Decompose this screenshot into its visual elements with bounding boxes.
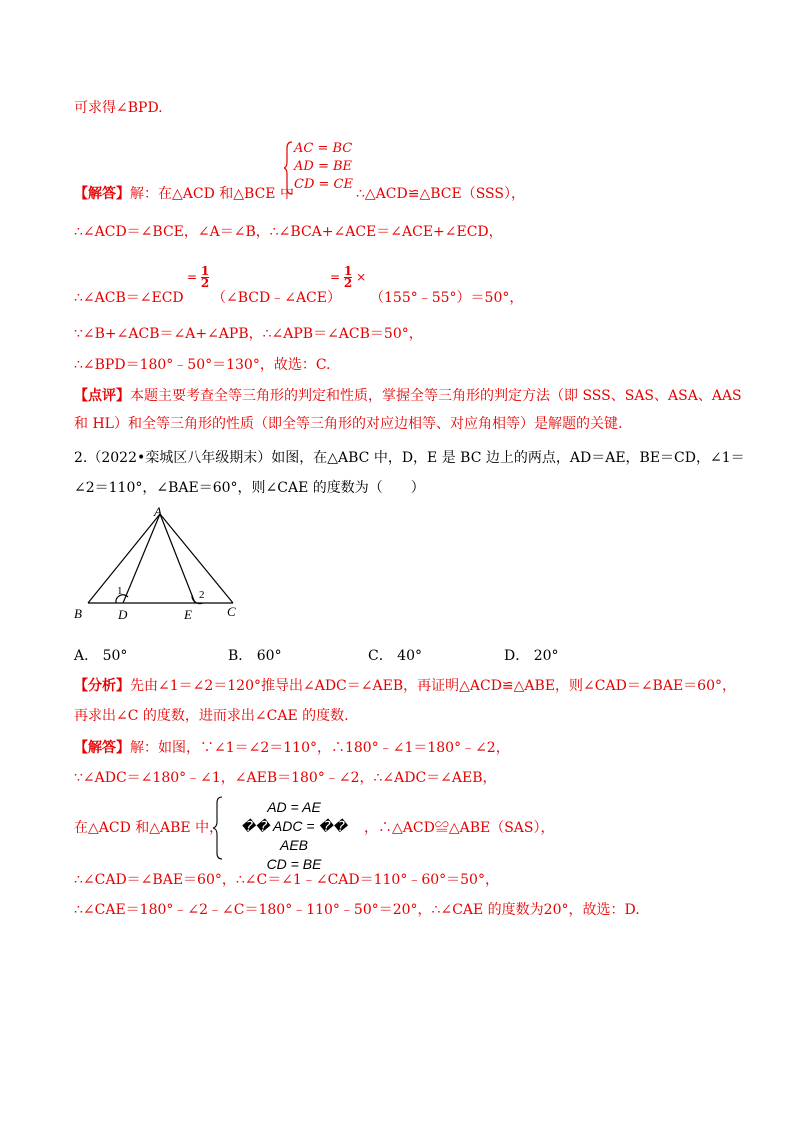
answer-1-line-3b: （∠BCD﹣∠ACE） <box>212 290 341 306</box>
option-b: B． 60° <box>228 648 282 664</box>
comment-line-2: 和 HL）和全等三角形的性质（即全等三角形的对应边相等、对应角相等）是解题的关键. <box>74 416 623 432</box>
label-angle-1: 1 <box>117 585 123 597</box>
comment-line-1 <box>74 386 742 406</box>
label-a: A <box>154 504 162 519</box>
system-1-eq-1: AC = BC <box>294 141 353 156</box>
answer-lead: 解：在△ACD 和△BCE 中 <box>130 186 294 202</box>
system-2-eq-1: AD = AE <box>267 799 321 815</box>
triangle-figure <box>70 502 250 624</box>
comment-label: 【点评】 <box>74 388 130 404</box>
option-a: A． 50° <box>74 648 128 664</box>
label-e: E <box>184 607 192 622</box>
label-angle-2: 2 <box>199 589 205 601</box>
segment-ae <box>160 514 195 603</box>
system-1-eq-2: AD = BE <box>294 159 353 174</box>
brace-icon <box>212 796 226 860</box>
answer-1-line <box>74 184 294 204</box>
side-ac <box>160 514 233 603</box>
equation-system-1 <box>284 140 364 196</box>
answer-1-line-2: ∴∠ACD＝∠BCE，∠A＝∠B，∴∠BCA+∠ACE＝∠ACE+∠ECD， <box>74 224 503 240</box>
analysis-label: 【分析】 <box>74 678 130 694</box>
solution-tail: ，∴△ACD≌△ABE（SAS）， <box>364 820 555 836</box>
solution-line-5: ∴∠CAE＝180°﹣∠2﹣∠C＝180°﹣110°﹣50°＝20°，∴∠CAE 的度数为20°，故选：D. <box>74 902 640 918</box>
side-ab <box>88 514 160 603</box>
fraction-2: = $\frac{1}{2}$ × <box>330 264 367 290</box>
label-b: B <box>74 606 82 621</box>
analysis-line-1 <box>74 676 736 696</box>
system-2-eq-2: �� ADC = �� AEB <box>240 818 348 853</box>
solution-line-1 <box>74 738 510 758</box>
label-c: C <box>227 604 236 619</box>
solution-line-2: ∵∠ADC＝∠180°﹣∠1，∠AEB＝180°﹣∠2，∴∠ADC＝∠AEB， <box>74 770 497 786</box>
fraction-1: = $\frac{1}{2}$ <box>187 264 210 290</box>
answer-label: 【解答】 <box>74 186 130 202</box>
analysis-text-1: 先由∠1＝∠2＝120°推导出∠ADC＝∠AEB，再证明△ACD≌△ABE，则∠CAD＝∠BAE＝60°， <box>130 678 736 694</box>
answer-1-line-5: ∴∠BPD＝180°﹣50°＝130°，故选：C. <box>74 357 331 373</box>
solution-lead: 在△ACD 和△ABE 中， <box>74 820 224 836</box>
system-2-eq-3: CD = BE <box>266 856 322 872</box>
solution-line-4: ∴∠CAD＝∠BAE＝60°，∴∠C＝∠1﹣∠CAD＝110°﹣60°＝50°， <box>74 872 499 888</box>
problem-text-2: ∠2＝110°，∠BAE＝60°，则∠CAE 的度数为（ ） <box>74 480 425 496</box>
answer-tail: ∴△ACD≌△BCE（SSS）， <box>356 186 525 202</box>
system-1-eq-3: CD = CE <box>294 177 353 192</box>
problem-text-1: 2.（2022•栾城区八年级期末）如图，在△ABC 中，D，E 是 BC 边上的两点，AD＝AE，BE＝CD，∠1＝ <box>74 450 745 466</box>
segment-ad <box>123 514 160 603</box>
label-d: D <box>118 607 128 622</box>
answer-1-line-3a: ∴∠ACB＝∠ECD <box>74 290 184 306</box>
answer-1-line-4: ∵∠B+∠ACB＝∠A+∠APB，∴∠APB＝∠ACB＝50°， <box>74 326 423 342</box>
equation-system-2 <box>212 796 362 872</box>
comment-text-1: 本题主要考查全等三角形的判定和性质，掌握全等三角形的判定方法（即 SSS、SAS、ASA、AAS <box>130 388 742 404</box>
answer-1-line-3c: （155°﹣55°）＝50°， <box>370 290 524 306</box>
option-d: D． 20° <box>504 648 559 664</box>
option-c: C． 40° <box>368 648 422 664</box>
intro-line: 可求得∠BPD. <box>74 100 163 116</box>
solution-label: 【解答】 <box>74 740 130 756</box>
solution-text-1: 解：如图，∵∠1＝∠2＝110°，∴180°﹣∠1＝180°﹣∠2， <box>130 740 510 756</box>
analysis-line-2: 再求出∠C 的度数，进而求出∠CAE 的度数. <box>74 708 349 724</box>
